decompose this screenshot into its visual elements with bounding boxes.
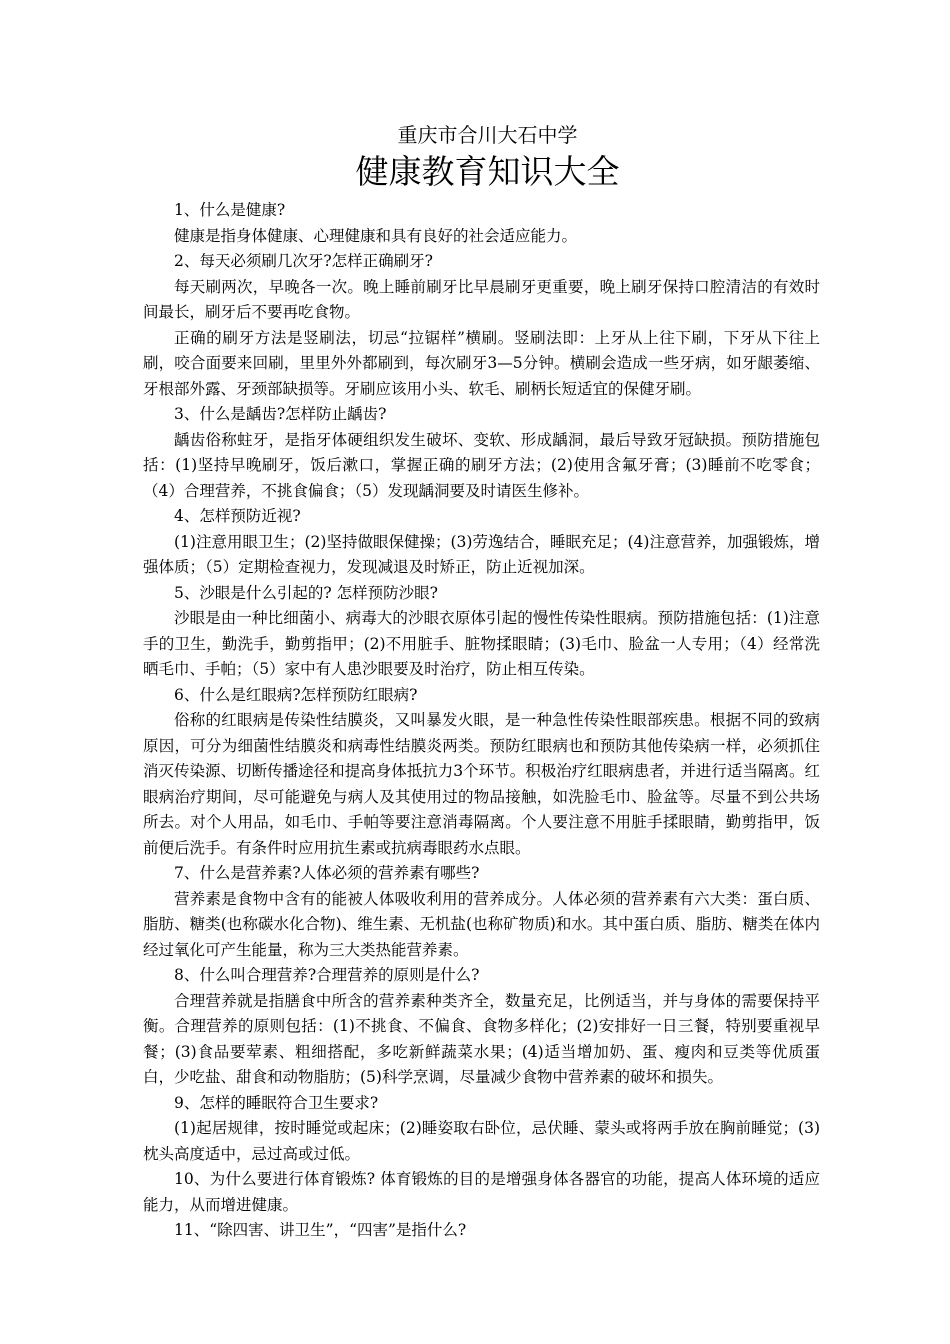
question-2: 2、每天必须刷几次牙?怎样正确刷牙? (174, 252, 433, 270)
question-4: 4、怎样预防近视? (174, 507, 301, 525)
question-answer-10: 10、为什么要进行体育锻炼? 体育锻炼的目的是增强身体各器官的功能，提高人体环境的适应能力，从而增进健康。 (143, 1170, 820, 1214)
answer-3: 龋齿俗称蛀牙，是指牙体硬组织发生破坏、变软、形成龋洞，最后导致牙冠缺损。预防措施包括：(1)坚持早晚刷牙，饭后漱口，掌握正确的刷牙方法；(2)使用含氟牙膏；(3)睡前不吃零食；（4）合理营养，不挑食偏食；（5）发现龋洞要及时请医生修补。 (143, 430, 820, 500)
question-7: 7、什么是营养素?人体必须的营养素有哪些? (174, 864, 480, 882)
answer-2b: 正确的刷牙方法是竖刷法，切忌“拉锯样”横刷。竖刷法即：上牙从上往下刷，下牙从下往上刷，咬合面要来回刷，里里外外都刷到，每次刷牙3—5分钟。横刷会造成一些牙病，如牙龈萎缩、牙根部外露、牙颈部缺损等。牙刷应该用小头、软毛、刷柄长短适宜的保健牙刷。 (143, 328, 820, 398)
answer-4: (1)注意用眼卫生；(2)坚持做眼保健操；(3)劳逸结合，睡眠充足；(4)注意营养，加强锻炼，增强体质；（5）定期检查视力，发现减退及时矫正，防止近视加深。 (143, 532, 820, 576)
answer-5: 沙眼是由一种比细菌小、病毒大的沙眼衣原体引起的慢性传染性眼病。预防措施包括：(1)注意手的卫生，勤洗手，勤剪指甲；(2)不用脏手、脏物揉眼睛；(3)毛巾、脸盆一人专用；（4）经常洗晒毛巾、手帕；（5）家中有人患沙眼要及时治疗，防止相互传染。 (143, 609, 820, 678)
answer-9: (1)起居规律，按时睡觉或起床；(2)睡姿取右卧位，忌伏睡、蒙头或将两手放在胸前睡觉；(3)枕头高度适中，忌过高或过低。 (143, 1119, 820, 1163)
document-page (143, 120, 820, 1244)
question-9: 9、怎样的睡眠符合卫生要求? (174, 1093, 379, 1112)
question-6: 6、什么是红眼病?怎样预防红眼病? (174, 685, 418, 704)
question-8: 8、什么叫合理营养?合理营养的原则是什么? (174, 966, 480, 984)
answer-7: 营养素是食物中含有的能被人体吸收利用的营养成分。人体必须的营养素有六大类：蛋白质、脂肪、糖类(也称碳水化合物)、维生素、无机盐(也称矿物质)和水。其中蛋白质、脂肪、糖类在体内经过氧化可产生能量，称为三大类热能营养素。 (143, 889, 820, 959)
question-11: 11、“除四害、讲卫生”，“四害”是指什么? (174, 1221, 467, 1239)
answer-8: 合理营养就是指膳食中所含的营养素种类齐全，数量充足，比例适当，并与身体的需要保持平衡。合理营养的原则包括：(1)不挑食、不偏食、食物多样化；(2)安排好一日三餐，特别要重视早餐；(3)食品要荤素、粗细搭配，多吃新鲜蔬菜水果；(4)适当增加奶、蛋、瘦肉和豆类等优质蛋白，少吃盐、甜食和动物脂肪；(5)科学烹调，尽量减少食物中营养素的破坏和损失。 (143, 991, 820, 1086)
question-3: 3、什么是龋齿?怎样防止龋齿? (174, 405, 387, 423)
answer-2a: 每天刷两次，早晚各一次。晚上睡前刷牙比早晨刷牙更重要，晚上刷牙保持口腔清洁的有效时间最长，刷牙后不要再吃食物。 (143, 277, 820, 321)
document-title: 健康教育知识大全 (355, 152, 620, 191)
answer-6: 俗称的红眼病是传染性结膜炎，又叫暴发火眼，是一种急性传染性眼部疾患。根据不同的致病原因，可分为细菌性结膜炎和病毒性结膜炎两类。预防红眼病也和预防其他传染病一样，必须抓住消灭传染源、切断传播途径和提高身体抵抗力3个环节。积极治疗红眼病患者，并进行适当隔离。红眼病治疗期间，尽可能避免与病人及其使用过的物品接触，如洗脸毛巾、脸盆等。尽量不到公共场所去。对个人用品，如毛巾、手帕等要注意消毒隔离。个人要注意不用脏手揉眼睛，勤剪指甲，饭前便后洗手。有条件时应用抗生素或抗病毒眼药水点眼。 (143, 711, 820, 857)
question-1: 1、什么是健康? (174, 201, 286, 219)
answer-1: 健康是指身体健康、心理健康和具有良好的社会适应能力。 (174, 226, 578, 245)
school-name: 重庆市合川大石中学 (397, 123, 578, 147)
question-5: 5、沙眼是什么引起的? 怎样预防沙眼? (174, 583, 438, 602)
